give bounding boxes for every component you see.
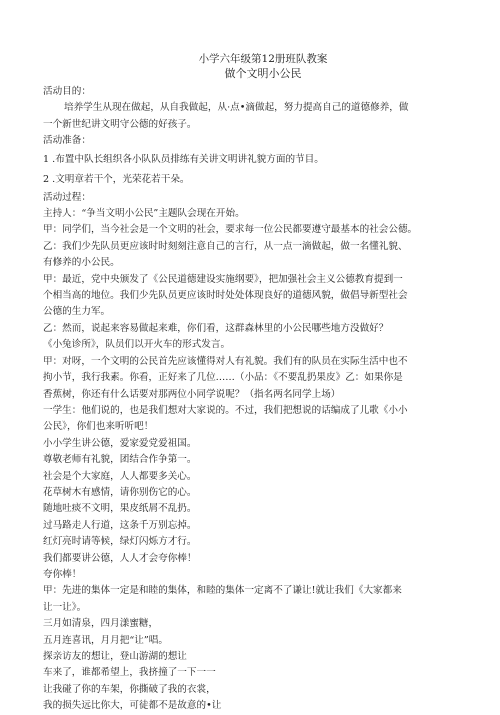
text-line: 社会是个大家庭，人人都要多关心。 [43,470,197,482]
text-line: 夸你棒！ [43,568,82,580]
text-line: 花草树木有感情，请你别伤它的心。 [43,486,197,498]
goal-heading: 活动目的： [43,86,91,97]
document-title: 小学六年级第12册班队教案 [198,53,328,65]
text-line: 五月连喜讯，月月把“让”唱。 [43,634,168,646]
process-heading: 活动过程： [43,191,91,203]
text-line: 拘小节，我行我素。你看，正好来了几位……（小品：《不要乱扔果皮》乙：如果你是 [43,372,403,384]
text-line: 红灯亮时请等候，绿灯闪烁方才行。 [43,536,197,548]
prep-item-2: 2 .文明章若干个，光荣花若干朵。 [43,173,190,185]
text-line: 个相当高的地位。我们少先队员更应该时时处处体现良好的道德风貌，做倡导新型社会 [43,290,408,302]
text-line: 小小学生讲公德，爱家爱党爱祖国。 [43,437,197,449]
text-line: 三月如清泉，四月漾蜜糖， [43,618,159,630]
text-line: 随地吐痰不文明，果皮纸屑不乱扔。 [43,503,197,515]
text-line: 我的损失远比你大，可徒都不是故意的•让 [43,700,222,712]
process-body [43,206,463,715]
prep-heading: 活动准备： [43,135,91,147]
text-line: 过马路走人行道，这条千万别忘掉。 [43,519,197,531]
text-line: 车来了，谁都希望上，我挤撞了一下一一 [43,667,216,679]
text-line: 尊敬老师有礼貌，团结合作争第一。 [43,454,197,466]
text-line: 甲：同学们，当今社会是一个文明的社会，要求每一位公民都要遵守最基本的社会公德。 [43,224,418,236]
text-line: 公德的生力军。 [43,306,111,318]
text-line: 让我碰了你的车架，你撕破了我的衣裳， [43,683,216,695]
document-subtitle: 做个文明小公民 [224,67,302,80]
text-line: 一学生：他们说的，也是我们想对大家说的。不过，我们把想说的话编成了儿歌《小小 [43,404,408,416]
text-line: 甲：最近，党中央颁发了《公民道德建设实施纲要》，把加强社会主义公德教育提到一 [43,273,403,285]
prep-item-1: 1 .布置中队长组织各小队队员排练有关讲文明讲礼貌方面的节目。 [43,153,324,165]
text-line: 让一让》。 [43,601,87,613]
document-page [43,52,463,715]
text-line: 有修养的小公民。 [43,257,120,269]
text-line: 香蕉树，你还有什么话要对那两位小同学说呢？（指名两名同学上场） [43,388,341,400]
text-line: 甲：先进的集体一定是和睦的集体，和睦的集体一定离不了谦让!就让我们《大家都来 [43,585,402,597]
text-line: 我们都要讲公德，人人才会夸你棒！ [43,552,197,564]
goal-text-continued: 一个新世纪讲文明守公德的好孩子。 [43,118,197,130]
text-line: 《小兔诊所》，队员们以开火车的形式发言。 [43,339,231,351]
text-line: 探亲访友的想让，登山游湖的想让 [43,651,187,662]
text-line: 公民》，你们也来听听吧！ [43,421,154,433]
goal-text: 培养学生从现在做起，从自我做起，从·点•滴做起，努力提高自己的道德修养，做 [64,102,409,114]
text-line: 甲：对呀，一个文明的公民首先应该懂得对人有礼貌。我们有的队员在实际生活中也不 [43,355,408,367]
text-line: 乙：然而，说起来容易做起来难，你们看，这群森林里的小公民哪些地方没做好？ [43,322,389,334]
text-line: 主持人：“争当文明小公民”主题队会现在开始。 [43,208,245,220]
text-line: 乙：我们少先队员更应该时时刻刻注意自己的言行，从一点一滴做起，做一名懂礼貌、 [43,240,408,252]
